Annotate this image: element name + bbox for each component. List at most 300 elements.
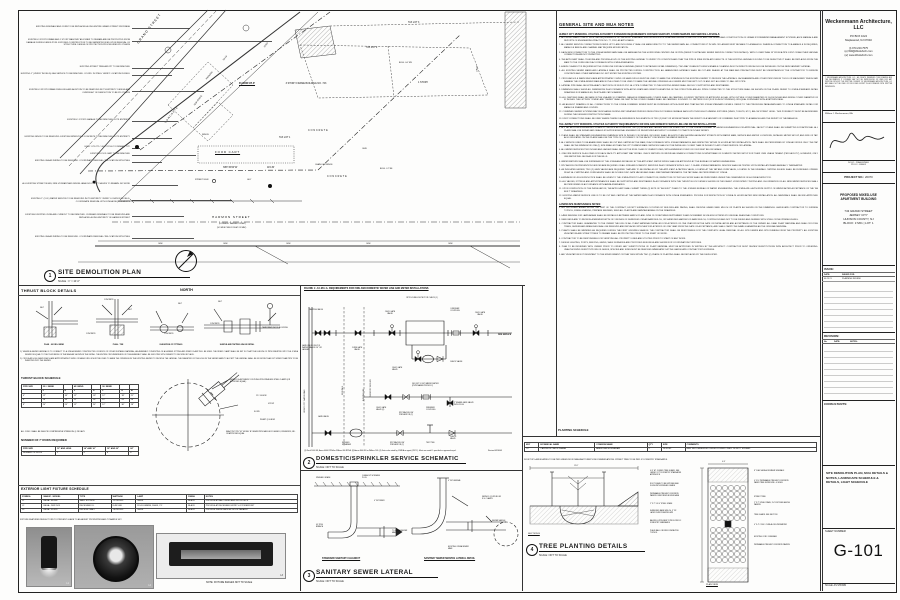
table-cell: PROVIDE AT BALCONIES AND ROOF DECK <box>204 499 297 504</box>
label: OHW <box>223 243 228 245</box>
label: N53°15'00"W <box>223 166 238 169</box>
label: ROOT FLARE TO BE EXPOSED AND FLUSH WITH FINISHED GRADE <box>650 483 679 488</box>
table-cell: 18" <box>120 394 129 399</box>
label: 50.40' <box>475 66 477 72</box>
label: ELEVATION OF FITTINGS <box>159 344 183 346</box>
note-item: 8. PLAN TO BE REVIEWED WITH OWNER PRIOR TO ORDER. ANY SUBSTITUTIONS OF PLANT MATERIAL MUST BE APPROVED IN WRITING BY THE ARCHITECT. CONTRACTOR MUST REVIEW SUBSTITUTIONS WITH ARCHITECT PRIOR TO ORDERING. UNAUTHORIZED SUBSTITUTIONS OF GENUS, SPECIES AND SIZES MUST BE REMOVED IMMEDIATELY AT THE LANDSCAPE CONTRACTOR'S EXPENSE. <box>559 246 818 252</box>
note-item: 4. THE APPLICANT SHALL TELEVISE AND PROVIDE A DVD OF THE EXISTING LATERAL TO VERIFY ITS CONDITION AND THAT THE PIPE IS FREE FROM ANY DEFECTS. IF THE EXISTING LATERAL IS FOUND TO BE DEFECTIVE IT SHALL BE REPLACED FROM THE MAIN TO THE CURB LINE IN ACCORDANCE WITH JCMUA STANDARDS. <box>559 58 818 64</box>
thrust-notes <box>20 351 298 364</box>
table-cell: PROVIDE AT RECESSED ENTRY & STOREFRONT <box>204 504 297 509</box>
label: FERNCO ELASTOMERIC COUPLING WITH STAINLESS STEEL CLAMPS (OR APPROVED EQUAL) <box>230 379 291 384</box>
issue-date: 06.25.21 <box>824 277 832 280</box>
label: GATE VALVE <box>318 416 329 418</box>
label: FINISHED GRADE <box>316 477 331 479</box>
firm-name: Weckenmann Architecture, LLC <box>825 19 892 32</box>
firm-email: (e) Will@WeckArch.com <box>844 50 873 54</box>
note-item: 10. ALL CASTINGS SHALL BE MADE IN THE USA AND SO STAMPED. MANHOLE FRAMES AND COVERS SHALL BE CAMPBELL FOUNDRY PATTERN OR APPROVED EQUAL, WITH OUTSIDE COVER DIAMETER OF 34-3/4 INCHES AND INSIDE COVER DIAMETER OF 32 INCHES. THE LETTERS "JCMUA" AND "SEWER" SHALL BE CAST IN THE COVER. FRAMES SHALL BE CAMPBELL FOUNDRY CO. PATTERN #1012 (FOR 30-INCH OPENINGS) OR EQUAL FURNISHED WITH A PATTERN PAGE. <box>559 96 818 102</box>
project-no-label: PROJECT NO.: <box>844 174 865 179</box>
revision-empty-rows <box>824 346 893 398</box>
rev-date-header: DATE: <box>834 340 840 343</box>
table-cell: 12" <box>72 403 91 408</box>
label: 22½° ELBOW <box>256 395 267 397</box>
planting-schedule-header: PLANTING SCHEDULE <box>558 428 589 432</box>
table-cell: 12" <box>101 398 120 403</box>
table-cell: PIPE SIZE <box>22 447 56 452</box>
table-cell: 12" <box>101 394 120 399</box>
firm-box <box>822 10 895 76</box>
label: SLEEVE AND TAPPING VALVE DETAIL <box>219 344 255 346</box>
sanitary-panel <box>300 470 522 591</box>
note-item: 8. AS INDICATED HEREIN, TWO (2) GATE VALVES ARE REQUIRED THAT ARE TO BE INSTALLED BY THE APPLICANT: A TAPPING VALVE, LOCATED AT THE TAP AND CURB VALVE, LOCATED IN THE SIDEWALK. TAPPING SLEEVE SHALL BE FURNISHED OPENED RIGHT. ALL TAPPING AND CURB VALVES SHALL BE DOUBLE DISC GATE VALVES AND SHALL MEET AWWA STANDARDS. THE TAP SHALL BE PERFORMED BY JCMUA. <box>559 169 818 175</box>
label: EXISTING FOOD CART TO BE REMOVED <box>90 153 130 155</box>
label: RPZ BACKFLOW PREVENTOR (2) <box>390 442 405 447</box>
label: TO JCMUA SEWER MAIN <box>392 530 408 535</box>
table-cell: 3000K <box>136 499 187 504</box>
label: EXISTING JCMUA SEWER MAIN <box>448 546 469 551</box>
label: PLACE BALL ON FIRM COMPACTED TOPSOIL <box>650 530 679 535</box>
label: 3 STORY FRAME BUILDING NO. 743 <box>285 82 327 85</box>
label: OHW <box>158 243 163 245</box>
table-cell: SYMBOL <box>21 495 42 500</box>
table-cell: 18" <box>92 394 101 399</box>
rev-no-header: No. <box>824 340 828 343</box>
plan-scale: SCALE : 1" = 10'-0" <box>58 280 80 283</box>
scale-box <box>822 583 895 591</box>
notes-section1-header: JERSEY CITY MUNICIPAL UTILITIES AUTHORITY STANDARD REQUIREMENTS FOR NEW SANITARY, STORM SEWERS AND SERVICE LATERALS <box>559 33 720 36</box>
table-cell: 12" <box>72 394 91 399</box>
label: TAX LOT 3 <box>408 22 420 24</box>
table-cell: 2 <box>55 451 82 456</box>
detail-number-1: 1 <box>44 270 56 282</box>
schematic-scale: SCALE: NOT TO SCALE <box>316 466 344 469</box>
table-cell: COMMENTS <box>685 443 816 448</box>
label: SIDE WALK <box>342 385 344 395</box>
note-item: 1. ALL TAP APPLICATIONS AND ALL DOMESTIC SERVICE APPLICATIONS TWO (2) INCHES AND LARGER MUST BE SUBMITTED TO THE JCMUA'S BUREAU OF WATER ENGINEERING FOR APPROVAL. FACILITY PLANS SHALL BE SUBMITTED FOR APPROVAL. ALL PLANS SHALL BE SIGNED AND SEALED BY A PROFESSIONAL ENGINEER OR REGISTERED ARCHITECT LICENSED TO PRACTICE IN NEW JERSEY. <box>559 127 818 133</box>
label: FIRE SERVICE <box>498 334 512 336</box>
table-cell: 30" <box>120 403 129 408</box>
schematic-title: DOMESTIC/SPRINKLER SERVICE SCHEMATIC <box>316 456 466 464</box>
table-cell: L2 <box>21 504 42 509</box>
revision-label: REVISION: <box>824 334 840 338</box>
table-cell: BLACK <box>187 504 205 509</box>
label: 2" BRASS GATE VALVE WITH PLUG <box>454 402 474 407</box>
issue-label: ISSUE: <box>824 267 835 271</box>
note-item: 5. ONE FIRE SERVICE IS ALLOWED FOR EACH FACILITY. APPLICANT MAY INSTALL CHECK METERS ON INDIVIDUAL BRANCH CONNECTIONS DOWNSTREAM OF DOMESTIC METER SETUP FOR THEIR OWN USAGE TENANT (PER FACILITY); HOWEVER, ONLY ONE METER WILL BE READ FOR THE BILLS. <box>559 153 818 159</box>
label: FELT <box>40 307 44 309</box>
label: OHW <box>286 243 291 245</box>
note-item: 7. DESIGN LIGHTING, POSTS, FENCING, GATES, WALK SURFACES AND PROPOSED BUILDINGS ARE SHOWN FOR COORDINATION PURPOSES. <box>559 242 702 245</box>
signature <box>822 122 895 160</box>
table-cell: L <box>72 389 91 394</box>
label: CHECK VALVE <box>450 361 463 363</box>
thrust-schedule-table <box>21 384 139 408</box>
notes-section2-items <box>559 127 818 201</box>
label: CHECK VALVE <box>450 436 457 441</box>
table-cell: CC <box>525 447 539 452</box>
label: PARKING <box>206 71 214 81</box>
label: GRAND STREET <box>136 12 163 45</box>
table-cell: SIZE <box>661 443 685 448</box>
glare-note: FIXTURE FEATURES REFLECTORS TO PREVENT GLARE TO ADJACENT PROPERTIES AND TOWARDS SKY <box>20 519 122 521</box>
firm-address2: Maplewood, NJ 07040 <box>845 39 872 43</box>
label: 4' X 10' PERMEABLE PRECAST CONCRETE PAVER TREE SURROUND - 4 SIDES <box>754 480 789 485</box>
label: BLDG. 0.6' SW <box>399 62 412 64</box>
thrust-note-line: 2.) CIRCULAR HOLE SAWS WHICH ARE APPROPRIATELY SIZED OR HAND DRILLS MUST BE USED TO MAKE THE OPENINGS IN THE EXISTING SEWER TO RECEIVE THE LATERAL. THE DIAMETER OF THE HOLE IN THE SEWER MAIN TO ACCEPT THE LATERAL SHALL BE NO MORE THAN 1/4" WIDER THAN PIPE TO BE INSERTED INTO THE SEWER. <box>20 357 298 363</box>
label: EXIST. UTILITY / LIGHT POLE TO REMAIN, TYP. <box>84 146 130 148</box>
north-label: NORTH <box>180 288 193 292</box>
label: SEWER SADDLE <box>492 520 506 522</box>
table-cell: 90° BEND <box>101 385 120 390</box>
label: TAX LOT 2 <box>366 47 378 49</box>
issue-row <box>822 277 895 282</box>
project-no: 20070 <box>864 174 873 179</box>
table-cell: 6" <box>22 398 42 403</box>
note-item: 10. ALL VALVES, FITTINGS AND APPURTENANCES SHALL BE SUPPORTED AND RESTRAINED IN ACCORDANCE WITH THE THRUST BLOCK DETAILS SHOWN ON THIS SHEET. HYDROSTATIC TESTING AND CHLORINATION OF ALL NEW WATER SERVICES SHALL BE PERFORMED IN ACCORDANCE WITH AWWA STANDARDS. <box>559 180 818 186</box>
label: GATE VALVE ONLY IF WATER MAIN IS 16" OR LARGER <box>302 345 322 352</box>
label: PLAN VIEW <box>706 584 718 586</box>
notes-section1-items <box>559 37 818 121</box>
thrust-note-line: 1.) WHERE A SEWER LATERAL IS TO CONNECT TO A JCMUA SEWER CONSTRUCTED OF BRICK OR OTHER SUITABLE MATERIAL, AN ASSEMBLY CONSISTING OF A HUBBED FITTING AND RISER CLAMP WILL BE USED. THE RISER CLAMP SHALL BE SET SO THAT THE LENGTH OF PIPE INSERTED INTO THE JCMUA SEWER IS EQUAL TO THE THICKNESS OF THE MAIN AS SHOWN IN THE DETAIL. THE ENTIRE CIRCUMFERENCE OF THE ASSEMBLY SHALL BE GROUTED WITH CEMENT TO SECURE IN PLACE. <box>20 351 298 356</box>
label: STREET TREE <box>754 496 766 498</box>
rods-header: NUMBER OF 7' RODS REQUIRED <box>21 438 67 442</box>
table-cell: 14" AND 16" <box>82 447 105 452</box>
label: SHREDDED BARK MULCH, 3" DP. LAYER OVER PLANTING MIX <box>650 510 677 515</box>
light-schedule-header: EXTERIOR LIGHT FIXTURE SCHEDULE <box>21 487 89 491</box>
label: EXISTING DROPPED CURB AND CURBCUT TO BE REMOVED. CURB AND SIDEWALK TO BE REMOVED AND REPLACED ALONG ENTIRETY OF HARMON STREET <box>25 214 130 219</box>
license-ny: NY LIC.: 036603 <box>851 164 866 167</box>
note-item: 1. ALL DISTURBED AREAS WITHIN THE LIMIT OF THE CONTRACT, EXCEPT SURFACES OCCUPIED BY BUILDING AND PAVING, SHALL RECEIVE GRASS SEED MULCH OR PLANTS AS SHOWN ON THE DRAWINGS. LANDSCAPE CONTRACTOR TO FURNISH TOPSOIL, FINISH GRADING, PREPARE SEEDBED, SEED ALL PLANTS AND MAINTAIN AREAS ON THE DRAWINGS. <box>559 207 818 213</box>
label: SANITARY SEWER SERVICE LATERAL DETAIL <box>424 558 476 560</box>
table-cell: 20-30 HT. <box>661 447 685 452</box>
thrust-detail-sketches <box>18 297 300 343</box>
label: TREE GUARD. SEE SECTION <box>754 514 778 516</box>
project-addr4: BLOCK: 17201 | LOT: 1 <box>843 221 874 226</box>
label: JERSEY CITY WATER MAIN <box>304 389 306 413</box>
titleblock-border <box>820 10 821 591</box>
notes-section3-items <box>559 207 818 256</box>
issue-empty-rows <box>824 286 893 330</box>
label: TAX LOT 1 <box>279 137 291 139</box>
sheet-number: G-101 <box>833 541 884 560</box>
project-addr3: HUDSON COUNTY, NJ <box>843 217 874 222</box>
table-cell: 24" <box>63 403 72 408</box>
note-item: 6. WATER METERS SHALL BE FURNISHED BY THE JCMUA AND INSTALLED BY THE APPLICANT. METER SIZING SHALL BE APPROVED BY THE BUREAU OF WATER ENGINEERING. <box>559 160 736 163</box>
sanitary-drawings <box>300 470 522 570</box>
label: 4'-0" HT. 2-SIDED TREE GUARD. SEE JERSEY CITY FORESTRY STANDARDS APPENDIX E <box>650 470 682 477</box>
rods-table <box>21 446 139 456</box>
label: (50' WIDE PUBLIC RIGHT OF WAY) <box>217 227 247 229</box>
issue-for: PLANNING REVIEW <box>842 277 861 280</box>
table-cell: TYPE <box>78 495 111 500</box>
label: RPZ DOUBLE DETECTOR CHECK (1) <box>406 297 438 299</box>
label: STANDARD SANITARY CLEANOUT <box>322 558 361 560</box>
photo-tag-l3: L3 <box>280 574 283 577</box>
label: CONCRETE <box>210 323 220 325</box>
schematic-revised: Revised 03/30/09 <box>488 450 502 452</box>
tree-title: TREE PLANTING DETAILS <box>539 543 645 552</box>
table-cell: 6 <box>105 451 128 456</box>
label: PERMEABLE PRECAST CONCRETE PAVERS OVER RESIN BOUND BASE <box>650 493 680 498</box>
table-cell: BLACK <box>187 499 205 504</box>
label: TAPPING VALVE <box>309 309 323 311</box>
note-item: 11. AN AS-BUILT DRAWING OF ALL CONNECTIONS TO THE JCMUA COMBINED SEWER MUST BE FURNISHED WITH A SUMP AND TRAP AS PER JCMUA STANDARD DETAILS. REFER TO THE PRECEDING PARAGRAPH AND TO JCMUA STANDARD DETAIL FOR MANHOLE FRAMES AND COVERS. <box>559 103 818 109</box>
label: OS&Y GATE VALVE <box>474 312 486 317</box>
note-item: 13. DROP CONNECTIONS SHALL BE USED WHERE THERE IS A DIFFERENCE IN ELEVATION OF TWO (2) FEET OR MORE BETWEEN THE INVERT OF A SANITARY OR COMBINED INLET PIPE TO A MANHOLE AND THE INVERT OF THE MANHOLE. <box>559 118 799 121</box>
label: EXISTING 1 STORY GARAGE TO BE REMOVED IN ITS ENTIRETY <box>67 119 130 121</box>
note-item: 2. ALL SEWER SERVICE CONNECTIONS IN SIZES UP TO AND INCLUDING 6" SHALL BE MADE DIRECTLY TO THE SEWER MAIN. ALL CONNECTIONS 8" IN SIZE OR LARGER MUST BE MADE TO A MANHOLE. WHERE A CONNECTION TO A MANHOLE IS REQUIRED, MANHOLE BENCH AND CHANNEL MAY REQUIRE MODIFICATION. <box>559 44 818 50</box>
label: RPZ BACKFLOW PREVENTOR (2) <box>399 412 414 417</box>
project-addr1: 743 GRAND STREET <box>844 208 873 213</box>
note-item: 5. A NEW CLEANOUT IS REQUIRED AT THE CURB LINE FOR EACH LATERAL (REFER TO ATTACHED DETAIL DRAWINGS). TWO-WAY CLEANOUTS WHICH ENABLE CLEANING IN BOTH DIRECTIONS SHOULD BE INSTALLED ON THE NEW SANITARY LATERAL. <box>559 66 811 69</box>
figure-title: FIGURE 1: J.C.M.U.A. REQUIREMENTS FOR FIRE AND DOMESTIC WATER LINE AND METER INSTALLATIONS <box>304 287 429 290</box>
label: OHW <box>362 148 367 150</box>
firm-web: (w) www.WeckArch.com <box>844 53 873 57</box>
fixture-photo-l3 <box>156 533 286 579</box>
label: CONCRETE <box>308 129 329 132</box>
label: 2" X 2" X 8'-0" STEEL STAKE <box>650 503 673 505</box>
label: BLDG. 0.7' NE <box>380 168 393 170</box>
label: PERMEABLE PRECAST CONCRETE PAVERS <box>754 544 790 546</box>
label: SLOPE <box>254 411 260 413</box>
sheet-description: SITE DEMOLITION PLAN, MUA DETAILS & NOTES, LANDSCAPE SCHEDULE & DETAILS, LIGHT SCHEDULE <box>826 471 889 485</box>
note-item: 1. ALL WORK SHALL COMPLY WITH THE REQUIREMENTS OF THE MOST STANDARD SPECIFICATION FOR ROAD AND BRIDGE CONSTRUCTION, AND THE DESIGN AND CONSTRUCTION OF URBAN STORMWATER MANAGEMENT SYSTEMS, ASCE MANUALS AND REPORTS OF ENGINEERING PRACTICE NO. 77, 1992, AS APPLICABLE. <box>559 37 818 42</box>
table-cell: 12" <box>41 394 63 399</box>
table-cell: 1194 LUMENS, 3000K, 21° <box>136 504 187 509</box>
label: SECTION B <box>528 533 540 535</box>
table-cell: 22½° BEND <box>41 385 63 390</box>
label: FERNCO COUPLING W/ S.S. CLAMPS <box>482 496 501 501</box>
light-schedule-table <box>20 494 298 513</box>
schematic-panel <box>300 285 522 470</box>
table-cell: 24" <box>41 403 63 408</box>
note-item: 3. EACH NEW CONNECTION TO THE JCMUA SEWER MAIN SHALL BE MADE ABOVE THE HORIZONTAL CENTER LINE OF PIPE (REFER TO ATTACHED SEWER SERVICE CONNECTION DETAILS). TAPS CLOSER THAN 18" FROM A PIPE JOINT OR ANOTHER LATERAL CONNECTION ARE NOT PERMITTED. <box>559 51 818 57</box>
label: INVERT @ ELBOW <box>260 419 275 421</box>
label: CONCRETE <box>327 175 348 178</box>
label: EXISTING 1" (VERIFY IN FIELD) GAS SERVICE TO BE REMOVED. COORD. W/ PSEG. VERIFY LOCATION IN FIELD <box>20 73 130 75</box>
table-cell: 2 <box>647 447 661 452</box>
label: CLEANOUT W/ BRASS PLUG <box>362 475 380 480</box>
label: EXISTING CONC. SIDEWALK <box>754 536 777 538</box>
label: (FORMERLY WARNER STREET) <box>219 223 247 225</box>
table-cell: FINISH <box>187 495 205 500</box>
project-addr2: JERSEY CITY <box>849 212 868 217</box>
label: EXISTING 3 STORY FRAME DWELLING AND ADDITION TO BE REMOVED IN ITS ENTIRETY. DESIGN AND OVERSIGHT OF DEMOLITION TO BE BY OTHERS <box>29 89 130 94</box>
label: N36°45'00"E <box>194 95 204 107</box>
photo-note: NOTE: FIXTURE IMAGES NOT TO SCALE <box>206 581 253 584</box>
table-cell: WATTAGE <box>111 495 136 500</box>
project-info-box <box>822 183 895 266</box>
table-cell: 12" <box>101 403 120 408</box>
note-item: 6. ALL EXISTING SEWER MAINS AND LATERALS SHALL BE PROTECTED DURING CONSTRUCTION. ALL ABANDONED LATERALS SHALL BE CUT AND SEALED AT THE MAIN AND PRECAUTIONS MUST BE UNDERTAKEN BY THE CONTRACTOR TO ENSURE CONCRETE AND OTHER MATERIALS DO NOT ENTER THE EXISTING SYSTEM. <box>559 70 818 76</box>
table-cell: 18" <box>92 398 101 403</box>
issue-for-header: ISSUED FOR: <box>842 273 855 276</box>
label: CONCRETE <box>104 299 114 301</box>
table-cell: 24" <box>129 447 139 452</box>
copyright-text: © WECKENMANN ARCHITECTURE, LLC - ALL RIGHTS RESERVED. THIS DRAWING AND THE INFORMATION IT CONTAINS MAY NOT BE REPRODUCED OR USED FOR ANY PURPOSE WITHOUT THE WRITTEN CONSENT OF WECKENMANN ARCHITECTURE, LLC AND SHALL NOT BE USED OR DISCLOSED EXCEPT IN ACCORDANCE WITH WRITTEN PERMISSION. <box>825 78 892 88</box>
sheet-desc-box <box>822 465 895 529</box>
label: BACKFILL WITH NEW TOPSOIL PER JC FORESTRY STANDARDS <box>650 520 682 525</box>
table-cell: 16.4W LED <box>111 508 136 513</box>
firm-address1: PO BOX 1024 <box>849 35 868 39</box>
table-cell: KEY <box>525 443 539 448</box>
label: SENSUS STRAINER <box>342 442 352 447</box>
label: EXISTING STREET TREE AND PIT TO BE REMOVED <box>79 66 130 68</box>
table-cell: LAMP <box>136 495 187 500</box>
note-item: 4. ALL WATER SERVICES TWO INCHES AND LARGER SHALL BE DUCTILE IRON CLASS 52 CEMENT LINED, WITH A MINIMUM COVER OF FOUR FEET BELOW GRADE. <box>559 149 722 152</box>
table-cell: WALL SCONCE <box>78 499 111 504</box>
site-plan-drawing <box>18 10 556 285</box>
table-cell: B&B. RECOMMENDED UNDER POWER LINES. 20-30 FT SPREAD <box>685 447 816 452</box>
notes-section3-header: LANDSCAPE MAINTENANCE NOTES: <box>559 203 601 206</box>
thrust-schedule-header: THRUST BLOCK SCHEDULE <box>21 376 61 380</box>
project-title2: APARTMENT BUILDING <box>840 197 877 202</box>
label: FENCE <box>202 134 209 136</box>
label: OS&Y GATE VALVE <box>384 311 396 316</box>
label: CONCRETE <box>86 333 96 335</box>
label: 4" X 4" CONC. CURB ALONG PERIMETER <box>754 524 787 526</box>
issue-date-header: DATE: <box>824 273 830 276</box>
table-cell: BEGA - 33-059 <box>42 508 78 513</box>
table-cell: 4 <box>82 451 105 456</box>
concrete-note: ALL CONC. SHALL BE 3000 PSI COMPRESSIVE STRENGTH @ 28 DAYS <box>21 431 85 433</box>
table-cell: D <box>63 389 72 394</box>
label: OHW <box>366 243 371 245</box>
sanitary-title: SANITARY SEWER LATERAL <box>316 569 438 578</box>
label: 8" CLAY HEXAGON PAVER SIDEWALK <box>754 470 785 472</box>
sheet-number-box <box>822 528 895 584</box>
label: TEST TEE <box>426 442 435 444</box>
table-cell: NUMBER OF RODS <box>22 451 56 456</box>
table-cell: RECESSED DL <box>78 504 111 509</box>
label: DRESSER COUPLING <box>450 308 460 313</box>
sanitary-scale: SCALE: NOT TO SCALE <box>316 580 344 583</box>
fixture-photo-l1 <box>26 527 72 587</box>
note-item: 12. COMBINED SEWER SYSTEMS MAY SURCHARGE DURING WET WEATHER PERIODS RESULTING IN POSSIBLE SEWAGE BACK-UPS THROUGH PLUMBING FIXTURES (SINKS, TOILETS, ETC.) BELOW STREET LEVEL. THIS POSSIBILITY MUST BE ADDRESSED DURING THE DESIGN/CONSTRUCTION PHASE. <box>559 111 818 116</box>
label: 12'-0" <box>574 465 579 467</box>
consultants-box <box>822 400 895 466</box>
table-cell: W <box>129 389 138 394</box>
label: CONCRETE <box>164 105 180 124</box>
table-cell: 45° BEND <box>72 385 91 390</box>
detail-number-3: 3 <box>303 570 315 582</box>
table-cell: D <box>120 389 129 394</box>
label: FELT <box>178 303 182 305</box>
label: DRESSER COUPLING <box>426 407 436 412</box>
table-cell: BOTANICAL NAME <box>539 443 595 448</box>
table-cell: BEGA - 24817-K3 <box>42 504 78 509</box>
label: EXISTING FENCE TO BE REMOVED. EXISTING IMPERVIOUS CONCRETE TO BE REMOVED IN ITS ENTIRETY <box>24 136 130 138</box>
label: OS&Y GATE VALVE (2) <box>376 407 387 412</box>
table-cell: PIPE SIZE <box>22 385 42 390</box>
titleblock <box>822 10 895 591</box>
sewer-saddle-detail <box>146 375 256 455</box>
label: 115.30' <box>267 166 275 169</box>
label: PLAN - TEE <box>112 344 124 346</box>
table-cell: 12" <box>72 398 91 403</box>
label: 4" DIP LATERAL <box>448 480 461 482</box>
general-notes-panel <box>559 13 818 435</box>
note-item: 2. LAWN SEEDING FOR LAWN AREAS SHALL BE INSTALLED BETWEEN MARCH 15 AND JUNE 15 OR BETWEEN SEPTEMBER 15 AND NOVEMBER 30 UNLESS DICTATED BY UNUSUAL SEASONAL CONDITIONS. <box>559 214 765 217</box>
label: CURB GATE VALVE <box>351 347 363 352</box>
sheet-number-label: SHEET NUMBER: <box>825 530 847 533</box>
note-item: 6. CONTRACTOR TO BE RESPONSIBLE FOR VERIFYING ALL PROPERTY LINES AND UTILITIES PRIOR TO START OF ANY WORK. <box>559 237 686 240</box>
label: ALL EXISTING STREET SIGNS, FIRE HYDRANT AND MISCELLANEOUS UTILITY VALVES TO REMAIN. NO WORK <box>22 183 130 185</box>
table-cell: QTY <box>647 443 661 448</box>
note-item: 7. CIRCULAR HOLE SAWS WHICH ARE APPROPRIATELY SIZED OR HAND DRILLS MUST BE USED TO MAKE THE OPENINGS IN THE EXISTING SEWER TO RECEIVE THE LATERALS. JACKHAMMERS AND OTHER PERCUSSION TOOLS OR MACHINERY WHICH MAY DAMAGE THE JCMUA SEWER MAIN ARE NOT ALLOWED TO BE USED TO MAKE THE LATERAL OPENINGS. ALL DEBRIS MUST BE KEPT OUT OF AND NOT ALLOWED TO FALL INTO PIPE. <box>559 77 818 83</box>
firm-phone: (t) 973.220.7575 <box>848 46 869 50</box>
scale-note: SCALE: AS SHOWN <box>825 585 847 587</box>
consultants-label: CONSULTANTS: <box>824 402 848 406</box>
note-item: 4. CONTRACTOR SHALL GUARANTEE TO THE OWNER THE LIFE OF ALL PLANT MATERIAL INSTALLED FOR A PERIOD OF ONE YEAR FROM THE DATE OF INSTALLATION AND ACCEPTANCE OF THE OWNER. ALL DEAD PLANT MATERIAL AND DEAD OR DYING TREES, SHRUBS AND BRANCHES SHALL BE REMOVED AND REPLACED WITH NEW FOR A PERIOD OF ONE YEAR FROM THE DATE OF ACCEPTANCE, AND SHALL CARRY THE SAME GUARANTEE AS THE ORIGINAL MATERIAL. <box>559 223 818 229</box>
label: BUILDING LINE <box>363 388 365 401</box>
table-cell: 4" <box>22 394 42 399</box>
note-item: 3. ALL SERVICE LINES TO BE ABANDONED SHALL BE CUT AND CAPPED AT THE MAIN, IN ACCORDANCE WITH JCMUA STANDARDS, AND INSPECTED WITHIN 24 HOURS AFTER INSTALLATION. TAPS SHALL BE PERFORMED BY JCMUA FORCES ONLY. THE TAP SHALL BE THE MINIMUM OF ONE (1) SIZE SMALLER THAN THE CITY'S WATER MAIN. SERVICES SHALL NOT BE INSTALLED CLOSER THAN 18 INCHES TO ANY OTHER SERVICE OR LATERAL. <box>559 141 818 147</box>
table-cell: 24" <box>120 398 129 403</box>
label: STEP <box>264 42 270 49</box>
plan-title: SITE DEMOLITION PLAN <box>58 269 190 278</box>
signature-box <box>822 122 895 161</box>
table-cell: 24" <box>92 403 101 408</box>
label: FELT <box>218 301 222 303</box>
table-cell: 18" <box>63 394 72 399</box>
label: EXISTING 3 STORY FRAME AND 1 STORY MASONRY ADJOINER TO REMAIN AND BE PROTECTED FROM DAMAGE DURING DEMOLITION. EXPOSED CONSTRUCTION TO BE WATERPROOFED UPON REMOVAL OF STRUCTURE. DESIGN OF PROTECTION PROCEDURES BY OTHERS <box>26 39 130 47</box>
label: TEMPORARY WOOD BLOCKING <box>262 327 288 329</box>
table-cell: 12.5W LED <box>111 499 136 504</box>
table-cell: 28" <box>129 403 138 408</box>
table-cell: 18" AND 20" <box>105 447 128 452</box>
table-cell: 21" <box>129 394 138 399</box>
photo-tag-l1: L1 <box>66 582 69 585</box>
fixture-photo-l2 <box>74 525 154 589</box>
issue-rows <box>822 277 895 282</box>
table-cell: L <box>41 389 63 394</box>
note-item: 9. A MINIMUM OF 48 HOURS NOTICE SHALL BE GIVEN TO THE JCMUA PRIOR TO ANY CONNECTION, INSPECTION OR TEST. ALL WORK SHALL BE PERFORMED UNDER THE OBSERVATION OF A JCMUA INSPECTOR. <box>559 176 772 179</box>
note-item: 9. ANY VEGETATION NOT RESISTANT TO THE ENVIRONMENT OR THAT DIES WITHIN TWO (2) YEARS OF PLANTING SHALL BE REPLACED BY THE DEVELOPER. <box>559 253 718 256</box>
project-title1: PROPOSED MIXED-USE <box>840 193 877 197</box>
note-item: 3. SEED BEDS ARE TO RECEIVE A MINIMUM DEPTH OF 3 INCHES OF SHREDDED CEDAR BARK MULCH, OR SHREDDED HARDWOOD BARK MULCH, CONTINUOUS AND NOT TO BE ISSUED AND DEFINED WITH STEEL OR NEOPRENE EDGING. <box>559 218 799 221</box>
label: CHAIN LINK FENCE <box>315 164 333 166</box>
thrust-block-panel <box>18 285 300 592</box>
label: EXISTING 1" (V.I.F.) WATER SERVICE TO BE REMOVED IN ITS ENTIRETY. VERIFY LOCATION IN FIELD. COORDINATE REMOVAL WITH JCMUA REQUIREMENTS <box>31 198 130 203</box>
detail-number-2: 2 <box>303 457 315 469</box>
label: 4'-0" <box>722 461 726 463</box>
table-cell: MANUF. / MODEL <box>42 495 78 500</box>
table-cell: L1 <box>21 499 42 504</box>
label: PLAN - 90 DEG. BEND <box>44 344 64 346</box>
table-cell: D <box>92 389 101 394</box>
label: OHW <box>448 243 453 245</box>
label: DIF (5/8" X 3/4") WATER METER (PURCHASED FROM JC) <box>412 383 439 388</box>
label: 45° WYE BRANCH <box>316 524 324 529</box>
table-cell: CARPINUS CAROLINIANA <box>539 447 595 452</box>
table-cell: 18" <box>63 398 72 403</box>
copyright-box <box>822 75 895 111</box>
tree-scale: SCALE: NOT TO SCALE <box>539 554 567 557</box>
tree-planting-panel <box>522 436 820 591</box>
label: FOOD CART <box>215 150 241 154</box>
photo-tag-l2: L2 <box>148 584 151 587</box>
notes-main-header: GENERAL SITE AND MUA NOTES <box>559 22 634 27</box>
label: EXISTING OHEAD WIRING TO BE REMOVED. COORDINATE REMOVAL / RELOCATION WITH PSEG <box>34 236 130 238</box>
rev-notes-header: NOTES: <box>850 340 858 343</box>
detail-number-4: 4 <box>526 544 538 556</box>
table-cell: L <box>101 389 120 394</box>
table-cell: L3 <box>21 508 42 513</box>
notes-section2-header: THE JERSEY CITY MUNICIPAL UTILITIES AUTHORITY REQUIREMENTS FOR FIRE AND DOMESTIC WATER LINE AND METER INSTALLATIONS <box>559 123 717 126</box>
license-nj: NJ LIC.: 21AI00925800 <box>848 161 869 164</box>
table-cell: BEGA - 66-586 <box>42 499 78 504</box>
note-item: 7. RPZ BACKFLOW PREVENTION DEVICES ARE REQUIRED ON ALL FIRE AND DOMESTIC SERVICES IN ACCORDANCE WITH N.J.A.C. 7:10 AND JCMUA STANDARDS. DEVICES SHALL BE TESTED UPON INSTALLATION AND ANNUALLY THEREAFTER. <box>559 164 803 167</box>
